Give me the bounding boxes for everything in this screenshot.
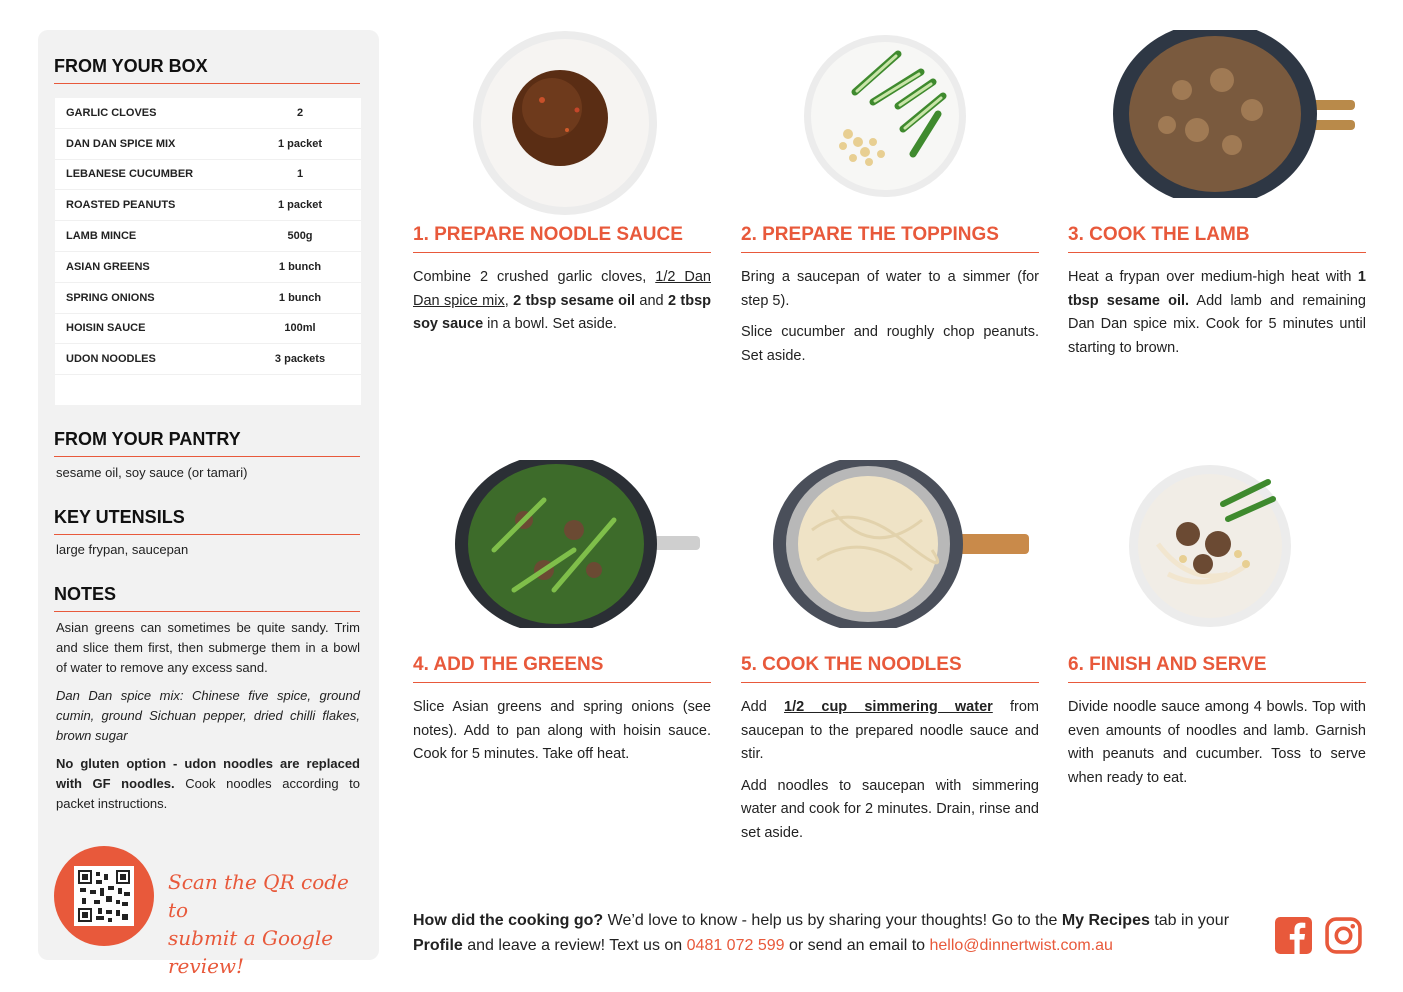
- ingredient-row: [55, 283, 361, 314]
- qr-code-icon: [74, 866, 134, 926]
- ingredient-row: [55, 252, 361, 283]
- ingredient-qty: 1: [296, 168, 304, 181]
- ingredient-name: DAN DAN SPICE MIX: [66, 137, 176, 150]
- qr-prompt-line-2: submit a Google review!: [168, 926, 334, 978]
- step-3-bold: 1 tbsp sesame oil.: [1068, 269, 1366, 309]
- ingredient-qty: 1 packet: [277, 199, 323, 212]
- toppings-plate-image: [803, 34, 967, 198]
- step-3-text: Add lamb and remaining Dan Dan spice mix. Cook for 5 minutes until starting to brown.: [1068, 292, 1366, 356]
- notes-greens: Asian greens can sometimes be quite sandy. Trim and slice them first, then submerge them in a bowl of water to remove any excess sand.: [56, 620, 360, 675]
- ingredient-name: HOISIN SAUCE: [66, 322, 146, 335]
- ingredient-row: [55, 344, 361, 375]
- footer-text: We’d love to know - help us by sharing your thoughts! Go to the: [603, 912, 1062, 929]
- ingredient-name: LAMB MINCE: [66, 230, 137, 243]
- step-2-body: [741, 266, 1039, 376]
- qr-prompt: [168, 868, 368, 980]
- greens-frypan-image: [454, 460, 702, 628]
- footer-text: and leave a review! Text us on: [462, 937, 687, 954]
- step-1-text: and: [635, 292, 668, 309]
- ingredient-row: [55, 314, 361, 345]
- feedback-footer: [413, 908, 1263, 958]
- notes-title: NOTES: [54, 584, 360, 612]
- step-1-title: 1. PREPARE NOODLE SAUCE: [413, 224, 711, 253]
- footer-phone-link[interactable]: 0481 072 599: [686, 937, 785, 954]
- ingredient-qty: 1 bunch: [278, 260, 322, 273]
- step-6-body: [1068, 696, 1366, 798]
- ingredient-qty: 100ml: [284, 322, 316, 335]
- footer-profile: Profile: [413, 937, 463, 954]
- noodles-strainer-image: [772, 460, 1030, 628]
- ingredient-qty: 3 packets: [274, 353, 326, 366]
- ingredient-name: LEBANESE CUCUMBER: [66, 168, 194, 181]
- ingredient-name: ASIAN GREENS: [66, 260, 150, 273]
- step-2-paragraph: Bring a saucepan of water to a simmer (for step 5).: [741, 269, 1039, 309]
- step-3-title: 3. COOK THE LAMB: [1068, 224, 1366, 253]
- step-5-paragraph: Add noodles to saucepan with simmering water and cook for 2 minutes. Drain, rinse and set aside.: [741, 777, 1039, 841]
- step-1-bold: 2 tbsp soy sauce: [413, 292, 712, 332]
- ingredient-name: GARLIC CLOVES: [66, 106, 157, 119]
- finished-bowl-image: [1128, 464, 1292, 628]
- step-5-text: Add: [741, 699, 785, 715]
- step-1-bold: 2 tbsp sesame oil: [513, 292, 636, 309]
- step-1-text: in a bowl. Set aside.: [483, 316, 617, 332]
- step-1-underline: 1/2 Dan Dan spice mix: [413, 269, 711, 309]
- noodle-sauce-bowl-image: [472, 30, 658, 216]
- footer-email-link[interactable]: hello@dinnertwist.com.au: [929, 937, 1113, 954]
- pantry-title: FROM YOUR PANTRY: [54, 429, 360, 457]
- notes-spice-mix: Dan Dan spice mix: Chinese five spice, ground cumin, ground Sichuan pepper, dried chilli flakes, brown sugar: [56, 688, 360, 743]
- box-title: FROM YOUR BOX: [54, 56, 360, 84]
- ingredient-row: [55, 160, 361, 191]
- ingredient-qty: 1 bunch: [278, 291, 322, 304]
- step-5-text: from saucepan to the prepared noodle sauce and stir.: [741, 699, 1039, 762]
- ingredient-row: [55, 190, 361, 221]
- ingredient-row: [55, 98, 361, 129]
- facebook-icon[interactable]: [1275, 917, 1312, 954]
- utensils-text: large frypan, saucepan: [56, 542, 189, 557]
- step-1-body: [413, 266, 711, 345]
- step-3-text: Heat a frypan over medium-high heat with: [1068, 269, 1358, 285]
- ingredient-row: [55, 129, 361, 160]
- notes-gluten: [56, 754, 360, 814]
- footer-question: How did the cooking go?: [413, 912, 604, 929]
- step-2-title: 2. PREPARE THE TOPPINGS: [741, 224, 1039, 253]
- step-3-body: [1068, 266, 1366, 368]
- pantry-text: sesame oil, soy sauce (or tamari): [56, 465, 248, 480]
- ingredient-name: UDON NOODLES: [66, 353, 156, 366]
- ingredient-row: [55, 221, 361, 252]
- ingredient-qty: 500g: [287, 230, 313, 243]
- utensils-title: KEY UTENSILS: [54, 507, 360, 535]
- ingredient-qty: 2: [296, 106, 304, 119]
- box-ingredients-table: [55, 98, 361, 405]
- step-5-title: 5. COOK THE NOODLES: [741, 654, 1039, 683]
- step-6-paragraph: Divide noodle sauce among 4 bowls. Top with even amounts of noodles and lamb. Garnish with peanuts and cucumber. Toss to serve when ready to eat.: [1068, 699, 1366, 786]
- footer-my-recipes: My Recipes: [1061, 912, 1150, 929]
- notes-gluten-rest: Cook noodles according to packet instructions.: [56, 776, 361, 811]
- qr-code[interactable]: [54, 846, 154, 946]
- footer-text: tab in your: [1149, 912, 1230, 929]
- instagram-icon[interactable]: [1325, 917, 1362, 954]
- notes-gluten-bold: No gluten option - udon noodles are replaced with GF noodles.: [56, 756, 360, 791]
- step-1-text: ,: [504, 292, 514, 309]
- step-6-title: 6. FINISH AND SERVE: [1068, 654, 1366, 683]
- step-4-title: 4. ADD THE GREENS: [413, 654, 711, 683]
- ingredient-name: ROASTED PEANUTS: [66, 199, 176, 212]
- ingredient-name: SPRING ONIONS: [66, 291, 155, 304]
- footer-text: or send an email to: [784, 937, 930, 954]
- step-4-body: [413, 696, 711, 775]
- step-1-text: Combine 2 crushed garlic cloves,: [413, 269, 656, 285]
- qr-prompt-line-1: Scan the QR code to: [168, 870, 349, 922]
- step-4-paragraph: Slice Asian greens and spring onions (see notes). Add to pan along with hoisin sauce. Cook for 5 minutes. Take off heat.: [413, 699, 711, 762]
- step-2-paragraph: Slice cucumber and roughly chop peanuts. Set aside.: [741, 324, 1039, 364]
- ingredients-sidebar: [38, 30, 379, 978]
- lamb-frypan-image: [1112, 30, 1356, 198]
- step-5-bold-underline: 1/2 cup simmering water: [784, 699, 993, 715]
- ingredient-qty: 1 packet: [277, 137, 323, 150]
- step-5-body: [741, 696, 1039, 853]
